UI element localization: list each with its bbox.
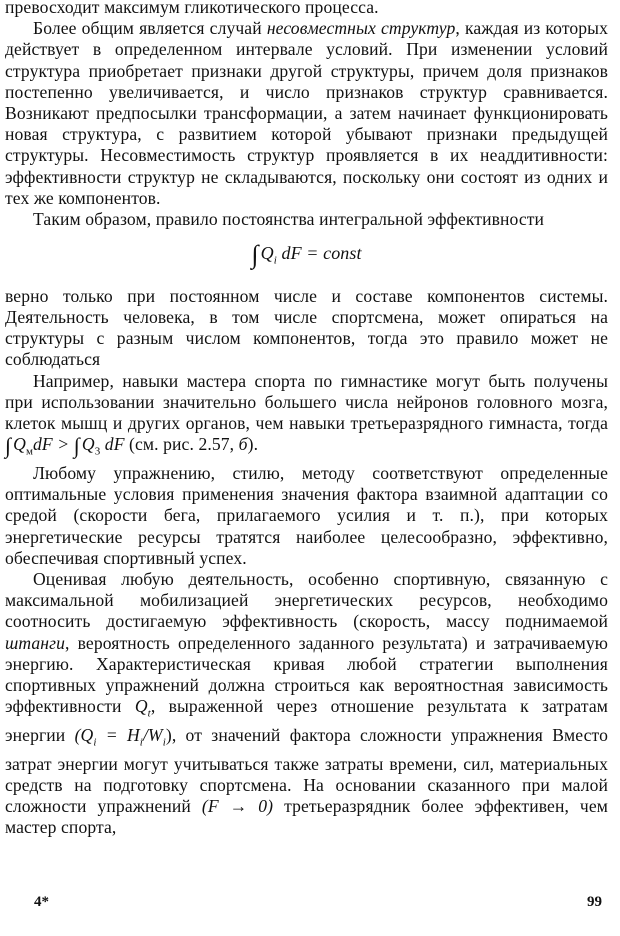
formula-subscript: 3: [94, 445, 101, 458]
formula-variable: Q: [13, 434, 26, 455]
text-run: Например, навыки мастера спорта по гимнастике могут быть получены при использовании значительно большего числа нейронов головного мозга, клеток мышц и других органов, чем навыки третьеразрядного гимнаста, тогда: [5, 370, 608, 434]
paragraph-integral-rule: [5, 209, 608, 230]
paragraph-optimal-conditions: [5, 463, 608, 569]
formula-variable: (Q: [74, 724, 94, 745]
text-run: Любому упражнению, стилю, методу соответствуют определенные оптимальные условия применения значения фактора взаимной адаптации со средой (скорости бега, прилагаемого усилия и т. п.), при которых энергетические ресурсы тратятся наиболее целесообразно, эффективно, обеспечивая спортивный успех.: [5, 462, 608, 568]
text-run: Таким образом, правило постоянства интегральной эффективности: [33, 209, 545, 230]
signature-mark: 4*: [34, 894, 49, 910]
text-run: Оценивая любую деятельность, особенно спортивную, связанную с максимальной мобилизацией энергетических ресурсов, необходимо соотносить достигаемую эффективность (скорость, массу поднимаемой: [5, 568, 608, 632]
figure-ref-letter: б: [238, 434, 248, 455]
text-run: , выраженной через отношение результата к затратам энергии: [5, 696, 609, 745]
formula-subscript: i: [162, 736, 166, 749]
body-text: [5, 0, 608, 838]
integral-symbol: ∫: [5, 433, 12, 459]
text-run: превосходит максимум гликотического процесса.: [5, 0, 379, 17]
paragraph-gymnast-example: [5, 371, 608, 463]
formula-subscript: i: [139, 736, 143, 749]
formula-limit: (F → 0): [201, 796, 274, 817]
paragraph-intro: [5, 0, 608, 18]
formula-rest: dF = const: [276, 243, 362, 264]
formula-rest: dF: [100, 434, 125, 455]
formula-subscript: t: [147, 707, 151, 720]
text-run: третьеразрядник более эффективен, чем мастер спорта,: [5, 796, 608, 838]
text-run: ).: [247, 434, 259, 455]
formula-subscript: м: [25, 445, 34, 458]
integral-formula: [5, 240, 608, 274]
paragraph-constant-components: [5, 286, 608, 371]
text-run: , от значений фактора сложности упражнения Вместо затрат энергии могут учитываться также затраты времени, сил, материальных средств на подготовку спортсмена. На основании сказанного при малой сложности упражнений: [5, 724, 608, 817]
text-run: , каждая из которых действует в определенном интервале условий. При изменении условий структура приобретает признаки другой структуры, причем доля признаков постепенно увеличивается, и число признаков структур сравнивается. Возникают предпосылки трансформации, а затем начинает функционировать новая структура, с развитием которой убывают признаки предыдущей структуры. Несовместимость структур проявляется в их неаддитивности: эффективности структур не складываются, поскольку они состоят из одних и тех же компонентов.: [5, 18, 608, 208]
formula-variable: Q: [260, 243, 274, 264]
emphasis-term: штанги: [5, 632, 65, 653]
formula-subscript: i: [93, 736, 97, 749]
formula-rest: /W: [142, 724, 163, 745]
page-number: 99: [587, 894, 602, 910]
integral-symbol: ∫: [251, 240, 259, 270]
text-run: верно только при постоянном числе и составе компонентов системы. Деятельность человека, в том числе спортсмена, может опираться на структуры с разным числом компонентов, тогда это правило может не соблюдаться: [5, 285, 608, 370]
formula-rest: dF >: [33, 434, 74, 455]
formula-variable: Q: [134, 696, 148, 717]
paragraph-efficiency-evaluation: [5, 569, 608, 838]
text-run: (см. рис. 2.57,: [124, 434, 239, 455]
formula-rest: = H: [96, 724, 140, 745]
formula-variable: Q: [81, 434, 95, 455]
paragraph-incompatible-structures: [5, 18, 608, 209]
text-run: Более общим является случай: [33, 18, 267, 39]
text-run: , вероятность определенного заданного результата) и затрачиваемую энергию. Характеристическая кривая любой стратегии выполнения спортивных упражнений должна строиться как вероятностная зависимость эффективности: [5, 632, 608, 717]
emphasis-term: несовместных структур: [266, 18, 456, 39]
formula-subscript: i: [273, 254, 277, 267]
integral-symbol: ∫: [73, 433, 80, 459]
formula-rest: ): [165, 724, 172, 745]
